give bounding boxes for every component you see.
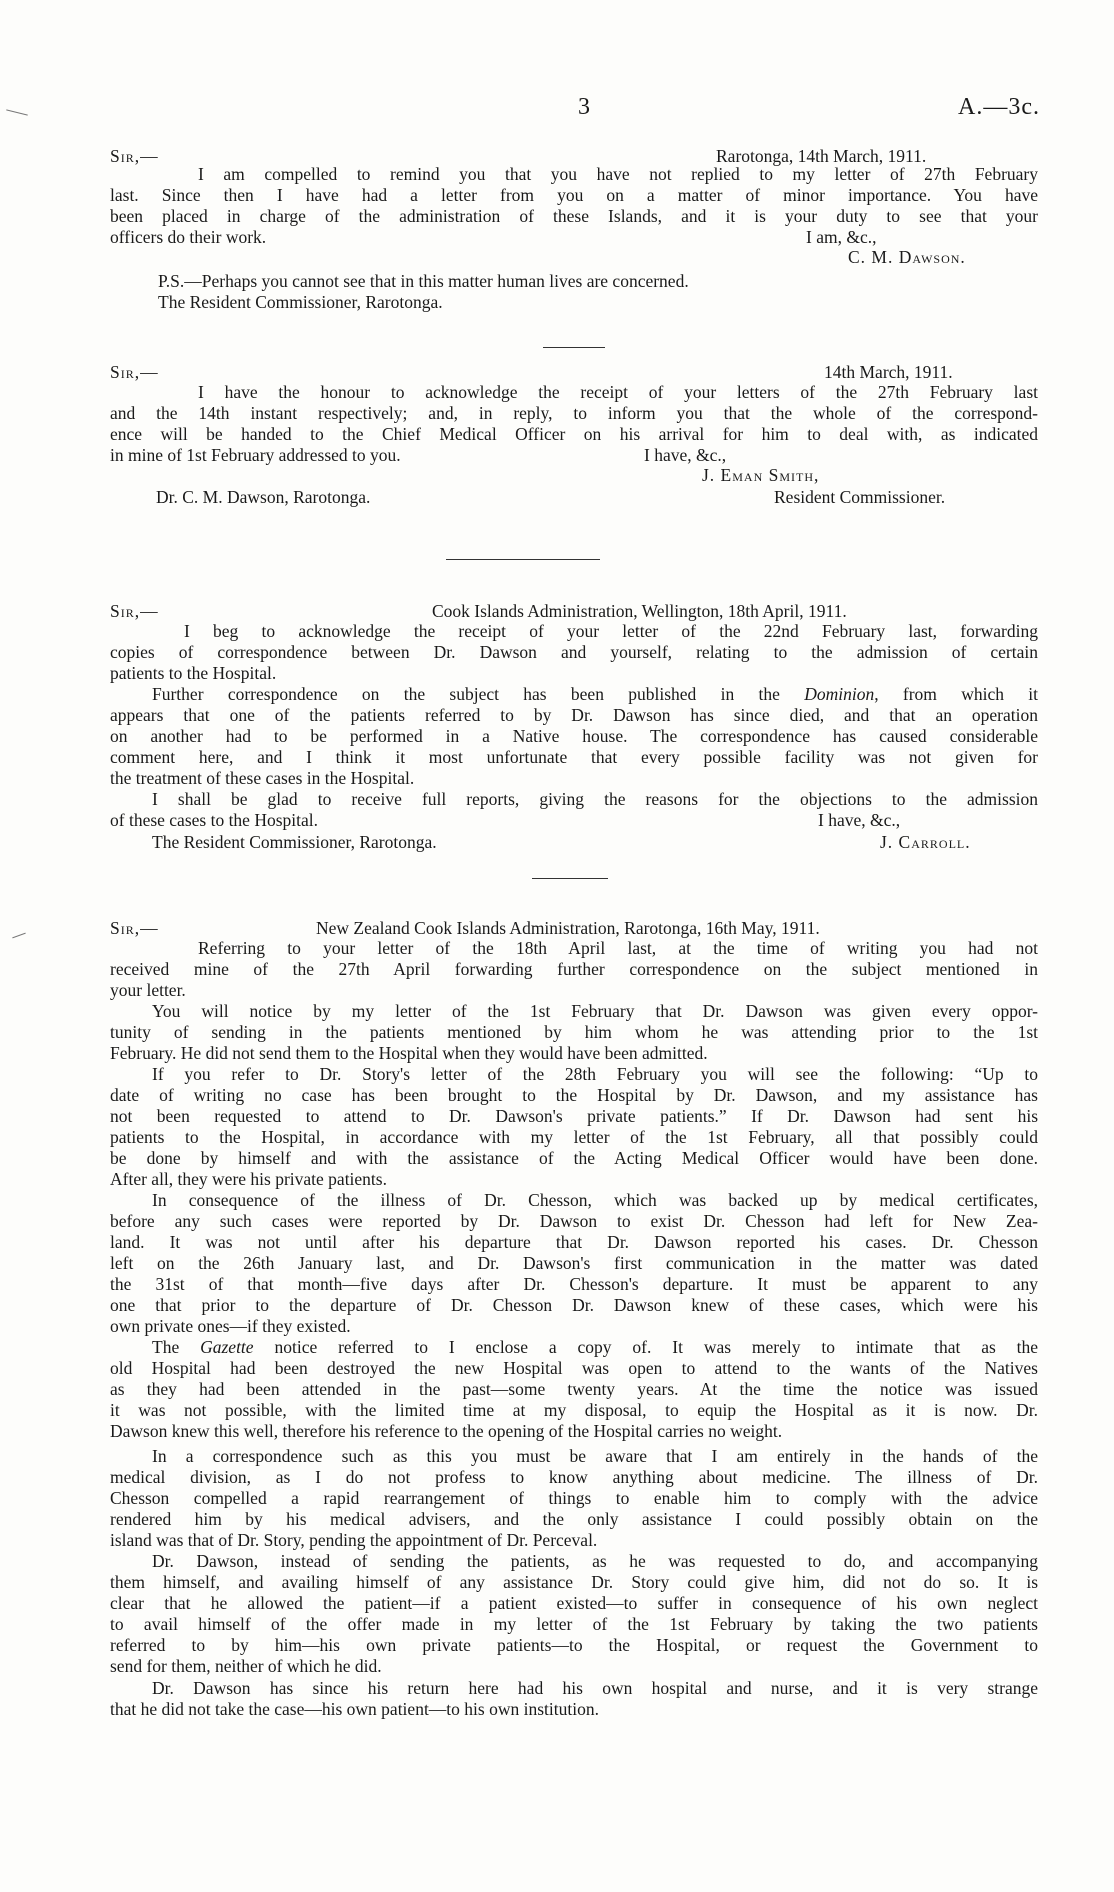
letter4-line: one that prior to the departure of Dr. Chesson Dr. Dawson knew of these cases, which were his xyxy=(110,1295,1038,1315)
letter2-line: I have the honour to acknowledge the receipt of your letters of the 27th February last xyxy=(198,382,1038,402)
letter1-line: been placed in charge of the administration of these Islands, and it is your duty to see that your xyxy=(110,206,1038,226)
letter3-line: comment here, and I think it most unfortunate that every possible facility was not given for xyxy=(110,747,1038,767)
letter4-line: the 31st of that month—five days after Dr. Chesson's departure. It must be apparent to any xyxy=(110,1274,1038,1294)
letter4-line: clear that he allowed the patient—if a patient existed—to suffer in consequence of his own neglect xyxy=(110,1593,1038,1613)
letter4-line: referred to by him—his own private patients—to the Hospital, or request the Government to xyxy=(110,1635,1038,1655)
letter3-line: I beg to acknowledge the receipt of your letter of the 22nd February last, forwarding xyxy=(184,621,1038,641)
letter3-line: I shall be glad to receive full reports, giving the reasons for the objections to the admission xyxy=(152,789,1038,809)
letter3-line: on another had to be performed in a Native house. The correspondence has caused considerable xyxy=(110,726,1038,746)
letter4-line: before any such cases were reported by Dr. Dawson to exist Dr. Chesson had left for New Zea- xyxy=(110,1211,1038,1231)
letter3-signature: J. Carroll. xyxy=(880,832,971,852)
letter1-signature: C. M. Dawson. xyxy=(848,247,966,267)
section-divider xyxy=(532,878,608,879)
document-reference: A.—3c. xyxy=(958,94,1040,120)
letter4-line: medical division, as I do not profess to know anything about medicine. The illness of Dr. xyxy=(110,1467,1038,1487)
letter4-line: rendered him by his medical advisers, and the only assistance I could possibly obtain on the xyxy=(110,1509,1038,1529)
letter4-line: Dr. Dawson has since his return here had his own hospital and nurse, and it is very strange xyxy=(152,1678,1038,1698)
letter4-line: If you refer to Dr. Story's letter of the 28th February you will see the following: “Up to xyxy=(152,1064,1038,1084)
letter1-closing: I am, &c., xyxy=(806,227,877,247)
letter4-line: old Hospital had been destroyed the new Hospital was open to attend to the wants of the Natives xyxy=(110,1358,1038,1378)
letter4-line: it was not possible, with the limited time at my disposal, to equip the Hospital as it is now. Dr. xyxy=(110,1400,1038,1420)
letter4-line-part: The xyxy=(152,1337,180,1357)
letter4-line: You will notice by my letter of the 1st February that Dr. Dawson was given every oppor- xyxy=(152,1001,1038,1021)
section-divider xyxy=(446,559,600,560)
letter4-line: received mine of the 27th April forwarding further correspondence on the subject mentioned in xyxy=(110,959,1038,979)
letter4-line: date of writing no case has been brought to the Hospital by Dr. Dawson, and my assistance has xyxy=(110,1085,1038,1105)
letter4-line: them himself, and availing himself of any assistance Dr. Story could give him, did not do so. It is xyxy=(110,1572,1038,1592)
letter4-line: After all, they were his private patients. xyxy=(110,1169,387,1189)
page-number: 3 xyxy=(578,94,590,120)
letter2-line: ence will be handed to the Chief Medical Officer on his arrival for him to deal with, as indicated xyxy=(110,424,1038,444)
letter3-line-part: , from which it xyxy=(874,684,1038,704)
letter3-closing: I have, &c., xyxy=(818,810,901,830)
letter4-line: Chesson compelled a rapid rearrangement of things to enable him to comply with the advice xyxy=(110,1488,1038,1508)
letter4-line: send for them, neither of which he did. xyxy=(110,1656,382,1676)
letter2-line: and the 14th instant respectively; and, in reply, to inform you that the whole of the correspond- xyxy=(110,403,1038,423)
letter2-dateline: 14th March, 1911. xyxy=(824,362,953,382)
letter2-line: in mine of 1st February addressed to you. xyxy=(110,445,401,465)
letter4-line: Dawson knew this well, therefore his reference to the opening of the Hospital carries no weight. xyxy=(110,1421,783,1441)
letter4-line: to avail himself of the offer made in my letter of the 1st February by taking the two patients xyxy=(110,1614,1038,1634)
margin-mark xyxy=(6,109,28,115)
letter4-dateline: New Zealand Cook Islands Administration, Rarotonga, 16th May, 1911. xyxy=(316,918,820,938)
letter2-signature: J. Eman Smith, xyxy=(702,465,820,485)
letter4-line: island was that of Dr. Story, pending the appointment of Dr. Perceval. xyxy=(110,1530,598,1550)
letter3-addressee: The Resident Commissioner, Rarotonga. xyxy=(152,832,437,852)
letter4-line: not been requested to attend to Dr. Dawson's private patients.” If Dr. Dawson had sent his xyxy=(110,1106,1038,1126)
letter4-salutation: Sir,— xyxy=(110,918,159,938)
letter4-line: tunity of sending in the patients mentioned by him whom he was attending prior to the 1st xyxy=(110,1022,1038,1042)
letter4-line: as they had been attended in the past—some twenty years. At the time the notice was issued xyxy=(110,1379,1038,1399)
letter1-addressee: The Resident Commissioner, Rarotonga. xyxy=(158,292,443,312)
section-divider xyxy=(543,347,605,348)
letter3-dateline: Cook Islands Administration, Wellington, 18th April, 1911. xyxy=(432,601,847,621)
letter4-line: February. He did not send them to the Hospital when they would have been admitted. xyxy=(110,1043,708,1063)
letter4-line xyxy=(152,1337,1038,1357)
letter4-line: In a correspondence such as this you must be aware that I am entirely in the hands of the xyxy=(152,1446,1038,1466)
letter1-dateline: Rarotonga, 14th March, 1911. xyxy=(716,146,927,166)
letter4-line: that he did not take the case—his own patient—to his own institution. xyxy=(110,1699,599,1719)
letter4-line: land. It was not until after his departure that Dr. Dawson reported his cases. Dr. Chesson xyxy=(110,1232,1038,1252)
letter1-line: officers do their work. xyxy=(110,227,267,247)
letter2-closing: I have, &c., xyxy=(644,445,727,465)
letter1-line: I am compelled to remind you that you have not replied to my letter of 27th February xyxy=(198,164,1038,184)
letter4-line: In consequence of the illness of Dr. Chesson, which was backed up by medical certificates, xyxy=(152,1190,1038,1210)
letter3-line: of these cases to the Hospital. xyxy=(110,810,319,830)
letter4-line: patients to the Hospital, in accordance with my letter of the 1st February, all that possibly could xyxy=(110,1127,1038,1147)
letter4-line: own private ones—if they existed. xyxy=(110,1316,351,1336)
letter3-line: the treatment of these cases in the Hospital. xyxy=(110,768,415,788)
letter3-line: appears that one of the patients referred to by Dr. Dawson has since died, and that an operation xyxy=(110,705,1038,725)
letter3-line: copies of correspondence between Dr. Dawson and yourself, relating to the admission of certain xyxy=(110,642,1038,662)
letter3-salutation: Sir,— xyxy=(110,601,159,621)
dominion-newspaper: Dominion xyxy=(804,684,875,704)
letter2-title: Resident Commissioner. xyxy=(774,487,946,507)
letter4-line: Dr. Dawson, instead of sending the patients, as he was requested to do, and accompanying xyxy=(152,1551,1038,1571)
letter4-line: left on the 26th January last, and Dr. Dawson's first communication in the matter was dated xyxy=(110,1253,1038,1273)
letter4-line: be done by himself and with the assistance of the Acting Medical Officer would have been done. xyxy=(110,1148,1038,1168)
gazette-publication: Gazette xyxy=(200,1337,254,1357)
letter2-addressee: Dr. C. M. Dawson, Rarotonga. xyxy=(156,487,371,507)
letter3-line: patients to the Hospital. xyxy=(110,663,277,683)
letter2-salutation: Sir,— xyxy=(110,362,159,382)
letter4-line: Referring to your letter of the 18th April last, at the time of writing you had not xyxy=(198,938,1038,958)
letter3-line-part: Further correspondence on the subject has been published in the xyxy=(152,684,780,704)
letter4-line-part: notice referred to I enclose a copy of. It was merely to intimate that as the xyxy=(274,1337,1039,1357)
letter4-line: your letter. xyxy=(110,980,186,1000)
margin-mark xyxy=(12,933,25,939)
letter3-line xyxy=(152,684,1038,704)
letter1-postscript: P.S.—Perhaps you cannot see that in this matter human lives are concerned. xyxy=(158,271,689,291)
letter1-line: last. Since then I have had a letter from you on a matter of minor importance. You have xyxy=(110,185,1038,205)
letter1-salutation: Sir,— xyxy=(110,146,159,166)
